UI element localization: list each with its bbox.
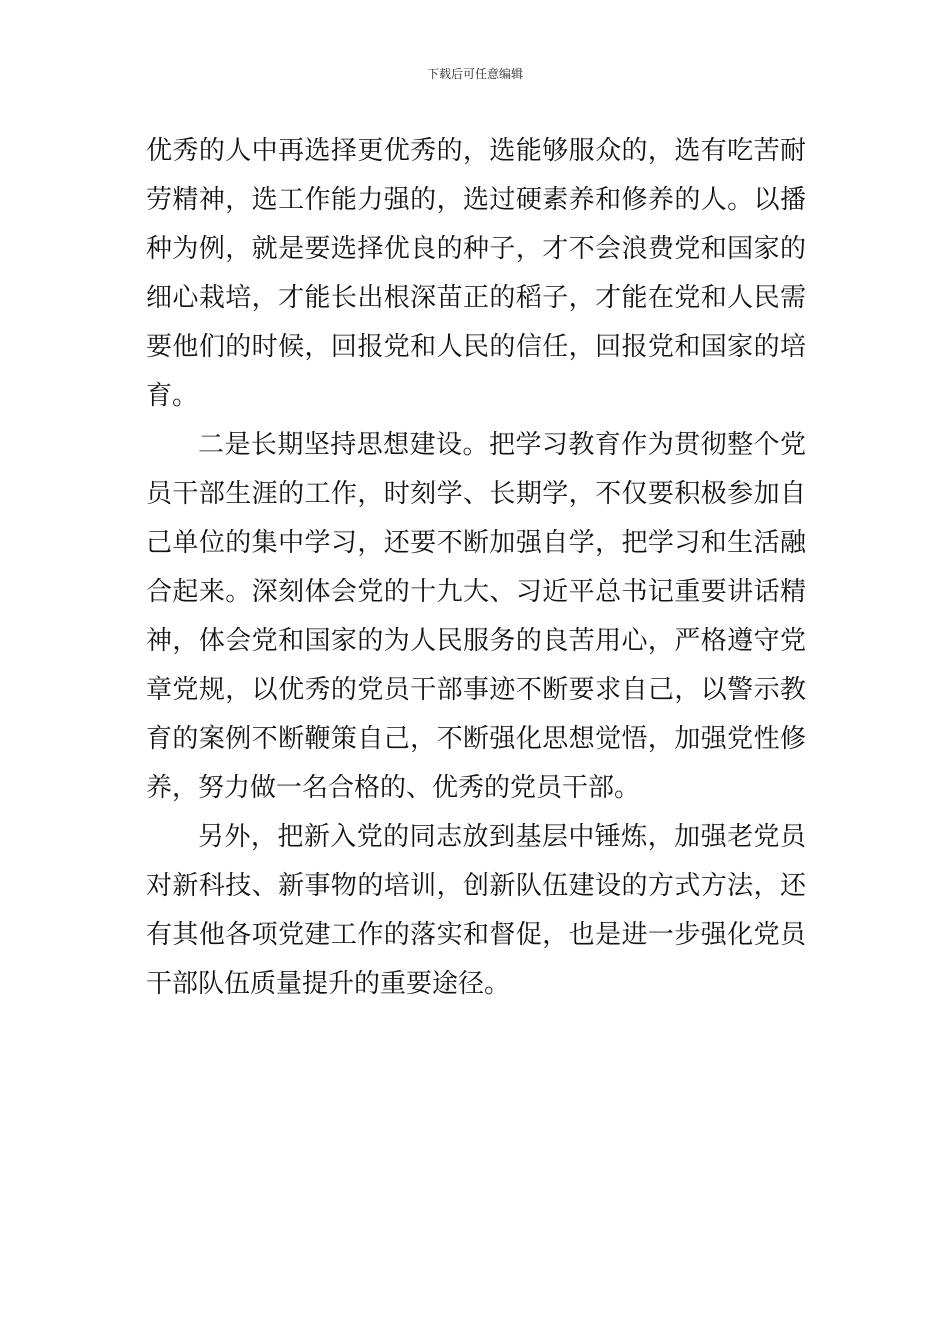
paragraph-thought-building: 二是长期坚持思想建设。把学习教育作为贯彻整个党员干部生涯的工作，时刻学、长期学，不仅要积极参加自己单位的集中学习，还要不断加强自学，把学习和生活融合起来。深刻体会党的十九大、习近平总书记重要讲话精神，体会党和国家的为人民服务的良苦用心，严格遵守党章党规，以优秀的党员干部事迹不断要求自己，以警示教育的案例不断鞭策自己，不断强化思想觉悟，加强党性修养，努力做一名合格的、优秀的党员干部。 <box>146 430 806 803</box>
header-note: 下载后可任意编辑 <box>426 67 523 81</box>
paragraph-additional: 另外，把新入党的同志放到基层中锤炼，加强老党员对新科技、新事物的培训，创新队伍建设的方式方法，还有其他各项党建工作的落实和督促，也是进一步强化党员干部队伍质量提升的重要途径。 <box>146 822 806 999</box>
document-body <box>146 127 806 1009</box>
paragraph-continued: 优秀的人中再选择更优秀的，选能够服众的，选有吃苦耐劳精神，选工作能力强的，选过硬素养和修养的人。以播种为例，就是要选择优良的种子，才不会浪费党和国家的细心栽培，才能长出根深苗正的稻子，才能在党和人民需要他们的时候，回报党和人民的信任，回报党和国家的培育。 <box>146 136 806 411</box>
